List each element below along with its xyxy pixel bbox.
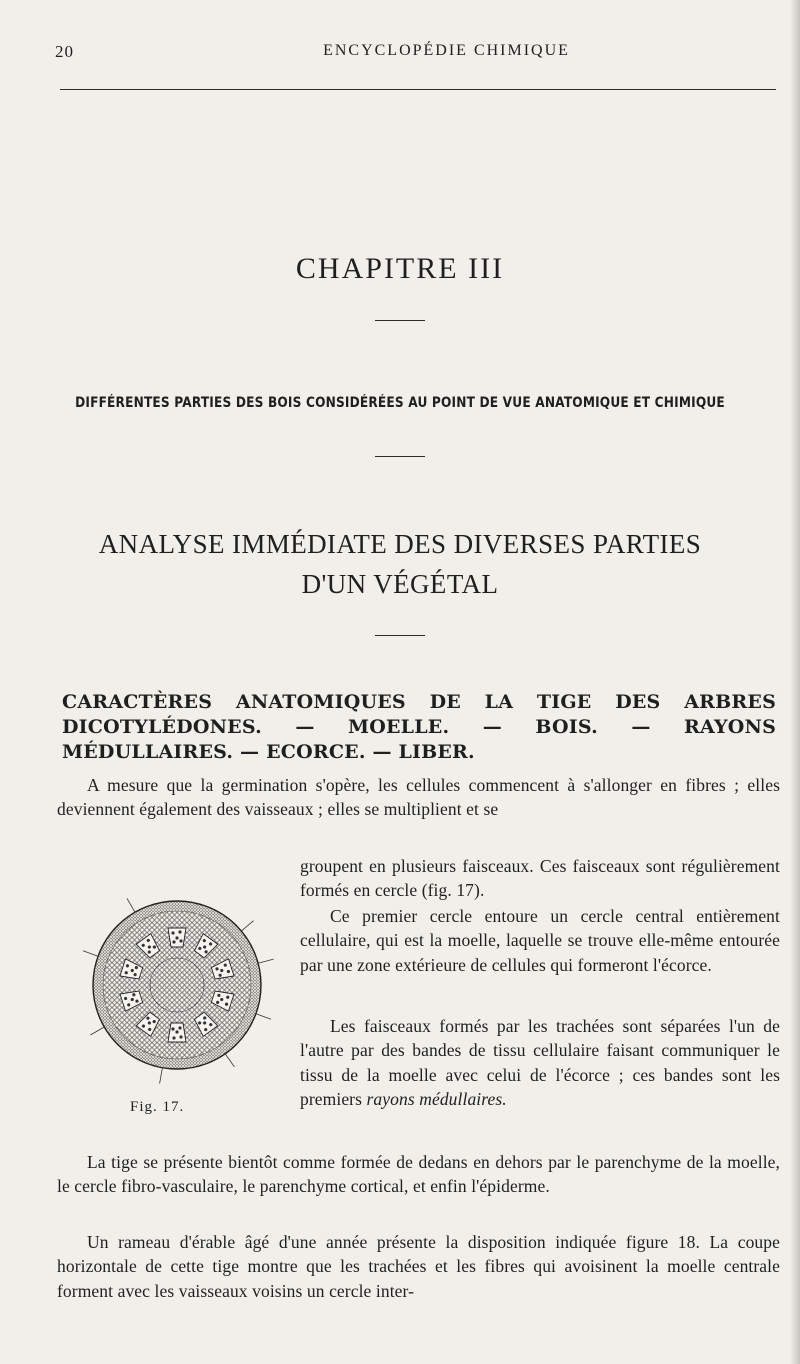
page-header [55, 42, 778, 66]
running-title: ENCYCLOPÉDIE CHIMIQUE [323, 42, 570, 59]
paragraph [300, 1014, 780, 1111]
paragraph-text: Les faisceaux formés par les trachées sont séparées l'un de l'autre par des bandes de tissu cellulaire faisant communiquer le tissu de la moelle avec celui de l'écorce ; ces bandes sont les premiers [300, 1016, 780, 1109]
section-title-line: D'UN VÉGÉTAL [301, 569, 499, 599]
chapter-title: CHAPITRE III [295, 252, 505, 285]
paragraph: Un rameau d'érable âgé d'une année présente la disposition indiquée figure 18. La coupe horizontale de cette tige montre que les trachées et les fibres qui avoisinent la moelle centrale forment avec les vaisseaux voisins un cercle inter- [57, 1232, 780, 1301]
paragraph: Ce premier cercle entoure un cercle central entièrement cellulaire, qui est la moelle, laquelle se trouve elle-même entourée par une zone extérieure de cellules qui formeront l'écorce. [300, 906, 780, 975]
figure-caption: Fig. 17. [130, 1099, 185, 1115]
section-title-line: ANALYSE IMMÉDIATE DES DIVERSES PARTIES [98, 529, 702, 559]
paragraph: A mesure que la germination s'opère, les cellules commencent à s'allonger en fibres ; elles deviennent également des vaisseaux ; elles se multiplient et se [57, 775, 780, 820]
vascular-bundle [168, 928, 186, 947]
stem-cross-section-illustration [72, 880, 282, 1090]
paragraph: La tige se présente bientôt comme formée de dedans en dehors par le parenchyme de la moelle, le cercle fibro-vasculaire, le parenchyme cortical, et enfin l'épiderme. [57, 1152, 780, 1197]
figure-17 [72, 880, 282, 1090]
part-title: DIFFÉRENTES PARTIES DES BOIS CONSIDÉRÉES AU POINT DE VUE ANATOMIQUE ET CHIMIQUE [75, 395, 725, 411]
divider-rule [375, 320, 425, 321]
italic-term: rayons médullaires. [366, 1088, 507, 1109]
paragraph-continuation: groupent en plusieurs faisceaux. Ces faisceaux sont régulièrement formés en cercle (fig. 17). [300, 856, 780, 901]
pith-center [150, 958, 204, 1012]
vascular-bundle [168, 1023, 186, 1042]
section-title [0, 524, 800, 604]
divider-rule [375, 635, 425, 636]
subheading: CARACTÈRES ANATOMIQUES DE LA TIGE DES ARBRES DICOTYLÉDONES. — MOELLE. — BOIS. — RAYONS MÉDULLAIRES. — ECORCE. — LIBER. [62, 691, 776, 763]
divider-rule [375, 456, 425, 457]
page-number: 20 [55, 42, 74, 61]
header-rule [60, 89, 776, 90]
